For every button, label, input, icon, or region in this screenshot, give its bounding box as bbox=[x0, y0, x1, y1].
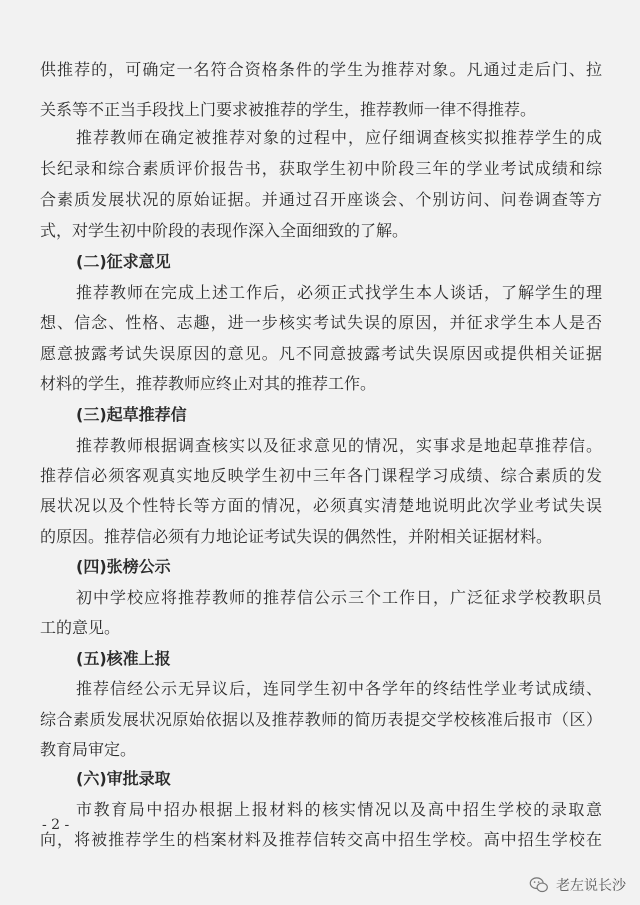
text-line: 向，将被推荐学生的档案材料及推荐信转交高中招生学校。高中招生学校在 bbox=[40, 830, 602, 849]
text-line: 愿意披露考试失误原因的意见。凡不同意披露考试失误原因或提供相关证据 bbox=[40, 344, 602, 363]
section-heading: (六)审批录取 bbox=[76, 769, 171, 788]
page-number: - 2 - bbox=[42, 817, 70, 833]
text-line: 合素质发展状况的原始证据。并通过召开座谈会、个别访问、问卷调查等方 bbox=[40, 190, 602, 209]
text-line: 展状况以及个性特长等方面的情况，必须真实清楚地说明此次学业考试失误 bbox=[40, 496, 602, 515]
section-heading: (三)起草推荐信 bbox=[76, 405, 187, 424]
text-line: 关系等不正当手段找上门要求被推荐的学生，推荐教师一律不得推荐。 bbox=[40, 100, 537, 119]
section-heading: (二)征求意见 bbox=[76, 252, 171, 271]
text-line: 长纪录和综合素质评价报告书，获取学生初中阶段三年的学业考试成绩和综 bbox=[40, 159, 602, 178]
text-line: 市教育局中招办根据上报材料的核实情况以及高中招生学校的录取意 bbox=[76, 800, 602, 819]
text-line: 推荐教师在完成上述工作后，必须正式找学生本人谈话，了解学生的理 bbox=[76, 283, 602, 302]
text-line: 推荐信必须客观真实地反映学生初中三年各门课程学习成绩、综合素质的发 bbox=[40, 466, 602, 485]
text-line: 初中学校应将推荐教师的推荐信公示三个工作日，广泛征求学校教职员 bbox=[76, 588, 602, 607]
text-line: 式，对学生初中阶段的表现作深入全面细致的了解。 bbox=[40, 221, 409, 240]
section-heading: (五)核准上报 bbox=[76, 649, 171, 668]
text-line: 教育局审定。 bbox=[40, 740, 137, 759]
text-line: 的原因。推荐信必须有力地论证考试失误的偶然性，并附相关证据材料。 bbox=[40, 527, 553, 546]
text-line: 材料的学生，推荐教师应终止对其的推荐工作。 bbox=[40, 374, 377, 393]
watermark-text: 老左说长沙 bbox=[556, 878, 626, 894]
text-line: 供推荐的，可确定一名符合资格条件的学生为推荐对象。凡通过走后门、拉 bbox=[40, 60, 602, 79]
text-line: 推荐教师在确定被推荐对象的过程中，应仔细调查核实拟推荐学生的成 bbox=[76, 128, 602, 147]
section-heading: (四)张榜公示 bbox=[76, 557, 171, 576]
watermark bbox=[528, 873, 626, 897]
text-line: 想、信念、性格、志趣，进一步核实考试失误的原因，并征求学生本人是否 bbox=[40, 313, 602, 332]
text-line: 推荐信经公示无异议后，连同学生初中各学年的终结性学业考试成绩、 bbox=[76, 679, 602, 698]
text-line: 工的意见。 bbox=[40, 618, 121, 637]
text-line: 推荐教师根据调查核实以及征求意见的情况，实事求是地起草推荐信。 bbox=[76, 436, 602, 455]
wechat-icon bbox=[528, 874, 550, 896]
text-line: 综合素质发展状况原始依据以及推荐教师的简历表提交学校核准后报市（区） bbox=[40, 710, 602, 729]
